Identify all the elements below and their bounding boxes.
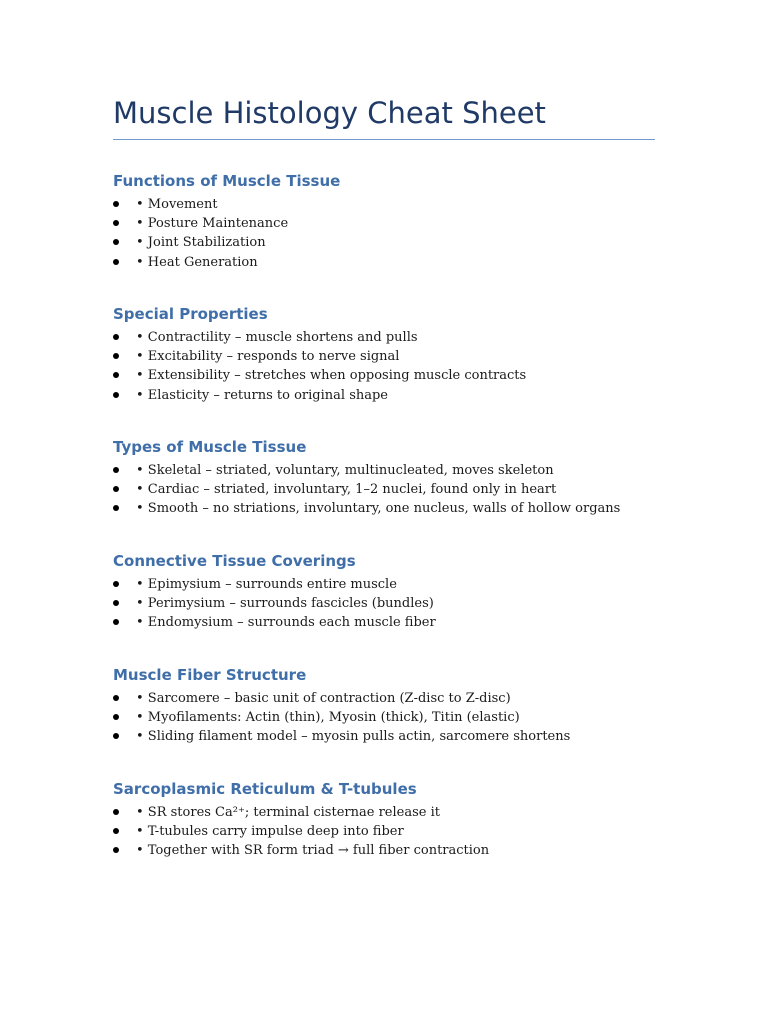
document-title: Muscle Histology Cheat Sheet (113, 96, 546, 130)
list-item-text: • Heat Generation (136, 254, 258, 270)
list-item-text: • Joint Stabilization (136, 235, 266, 251)
list-item-text: • Extensibility – stretches when opposing muscle contracts (136, 368, 527, 384)
list-item (113, 841, 673, 860)
bullet-list (113, 803, 673, 861)
list-item-text: • Myofilaments: Actin (thin), Myosin (thick), Titin (elastic) (136, 710, 520, 726)
list-item (113, 347, 673, 366)
bullet-icon (113, 201, 119, 207)
bullet-icon (113, 695, 119, 701)
list-item-text: • SR stores Ca²⁺; terminal cisternae release it (136, 805, 440, 820)
bullet-icon (113, 239, 119, 245)
list-item (113, 233, 673, 252)
section-connective-tissue (113, 551, 673, 633)
bullet-icon (113, 334, 119, 340)
bullet-icon (113, 505, 119, 511)
list-item-text: • Endomysium – surrounds each muscle fiber (136, 615, 436, 631)
bullet-icon (113, 353, 119, 359)
list-item-text: • Perimysium – surrounds fascicles (bundles) (136, 596, 434, 612)
bullet-icon (113, 392, 119, 398)
section-heading: Functions of Muscle Tissue (113, 172, 341, 190)
list-item (113, 594, 673, 613)
section-muscle-fiber (113, 665, 673, 747)
bullet-list (113, 575, 673, 633)
section-heading: Muscle Fiber Structure (113, 666, 307, 684)
list-item-text: • Excitability – responds to nerve signal (136, 349, 400, 365)
bullet-icon (113, 828, 119, 834)
bullet-icon (113, 600, 119, 606)
list-item-text: • Epimysium – surrounds entire muscle (136, 577, 397, 592)
list-item (113, 461, 673, 480)
bullet-list (113, 328, 673, 405)
list-item-text: • Skeletal – striated, voluntary, multinucleated, moves skeleton (136, 463, 554, 478)
list-item-text: • Elasticity – returns to original shape (136, 387, 389, 403)
bullet-icon (113, 847, 119, 853)
bullet-icon (113, 259, 119, 265)
list-item (113, 386, 673, 405)
list-item-text: • Together with SR form triad → full fiber contraction (136, 843, 490, 859)
bullet-icon (113, 809, 119, 815)
list-item (113, 366, 673, 385)
section-types-of-muscle (113, 437, 673, 519)
bullet-icon (113, 486, 119, 492)
list-item (113, 689, 673, 708)
section-functions (113, 171, 673, 272)
list-item-text: • Contractility – muscle shortens and pulls (136, 330, 418, 345)
list-item (113, 328, 673, 347)
section-sarcoplasmic-reticulum (113, 779, 673, 861)
section-heading: Connective Tissue Coverings (113, 552, 356, 570)
list-item (113, 727, 673, 746)
list-item-text: • Smooth – no striations, involuntary, one nucleus, walls of hollow organs (136, 501, 621, 517)
list-item (113, 499, 673, 518)
list-item-text: • Posture Maintenance (136, 216, 289, 232)
bullet-icon (113, 220, 119, 226)
bullet-list (113, 689, 673, 747)
list-item (113, 708, 673, 727)
list-item (113, 480, 673, 499)
list-item (113, 214, 673, 233)
list-item (113, 822, 673, 841)
list-item-text: • T-tubules carry impulse deep into fiber (136, 824, 404, 840)
bullet-icon (113, 714, 119, 720)
section-heading: Special Properties (113, 305, 268, 323)
list-item-text: • Cardiac – striated, involuntary, 1–2 nuclei, found only in heart (136, 482, 557, 498)
section-heading: Sarcoplasmic Reticulum & T-tubules (113, 780, 417, 798)
list-item (113, 613, 673, 632)
list-item-text: • Sliding filament model – myosin pulls actin, sarcomere shortens (136, 729, 571, 745)
bullet-icon (113, 372, 119, 378)
list-item (113, 195, 673, 214)
bullet-icon (113, 581, 119, 587)
list-item (113, 575, 673, 594)
bullet-icon (113, 619, 119, 625)
section-heading: Types of Muscle Tissue (113, 438, 307, 456)
list-item (113, 803, 673, 822)
title-underline (113, 139, 655, 140)
list-item-text: • Movement (136, 197, 218, 212)
list-item (113, 253, 673, 272)
section-special-properties (113, 304, 673, 405)
bullet-icon (113, 733, 119, 739)
bullet-list (113, 195, 673, 272)
bullet-icon (113, 467, 119, 473)
list-item-text: • Sarcomere – basic unit of contraction (Z-disc to Z-disc) (136, 691, 511, 706)
bullet-list (113, 461, 673, 519)
